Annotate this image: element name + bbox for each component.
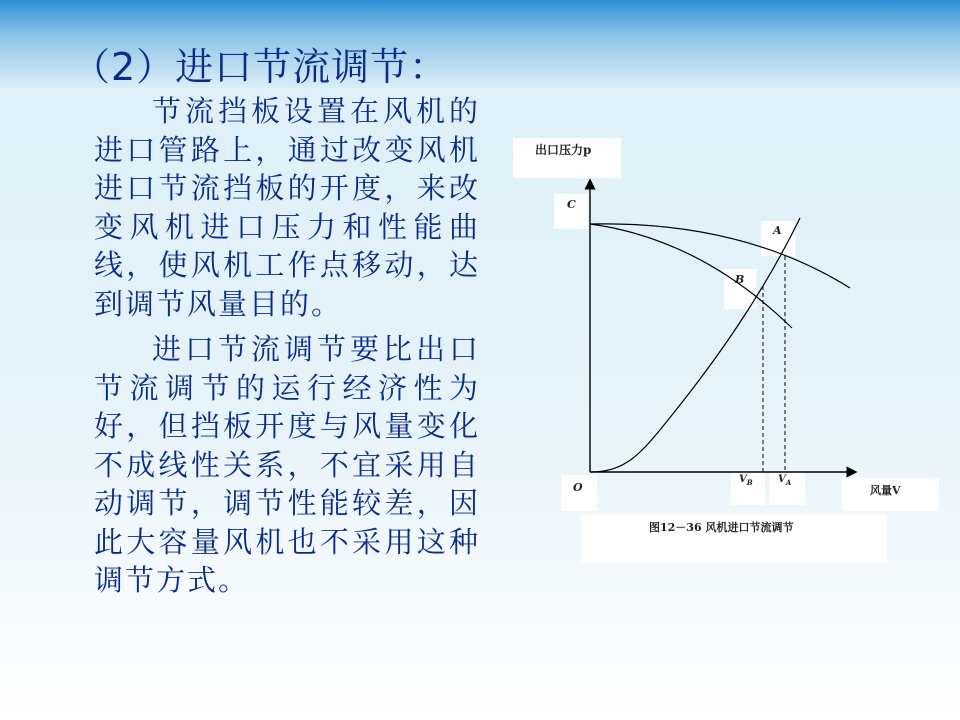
paragraph-1-text: 节流挡板设置在风机的进口管路上，通过改变风机进口节流挡板的开度，来改变风机进口压力和性能曲线，使风机工作点移动，达到调节风量目的。 (94, 94, 480, 321)
y-axis-label: 出口压力p (535, 143, 592, 157)
paragraph-2-text: 进口节流调节要比出口节流调节的运行经济性为好，但挡板开度与风量变化不成线性关系，不宜采用自动调节，调节性能较差，因此大容量风机也不采用这种调节方式。 (94, 332, 480, 597)
figure-caption: 图12－36 风机进口节流调节 (649, 521, 794, 534)
origin-label: O (573, 481, 583, 494)
point-c-label: C (567, 198, 576, 211)
point-b-label: B (735, 273, 745, 286)
performance-curve-upper (590, 224, 850, 288)
performance-curve-throttled (590, 224, 792, 328)
slide-title: （2）进口节流调节： (72, 45, 449, 89)
x-axis-label: 风量V (870, 484, 901, 497)
vb-label: $V_B$ (739, 474, 753, 487)
va-label: $V_A$ (778, 474, 792, 487)
system-resistance-curve (590, 218, 800, 472)
point-a-label: A (773, 224, 782, 237)
